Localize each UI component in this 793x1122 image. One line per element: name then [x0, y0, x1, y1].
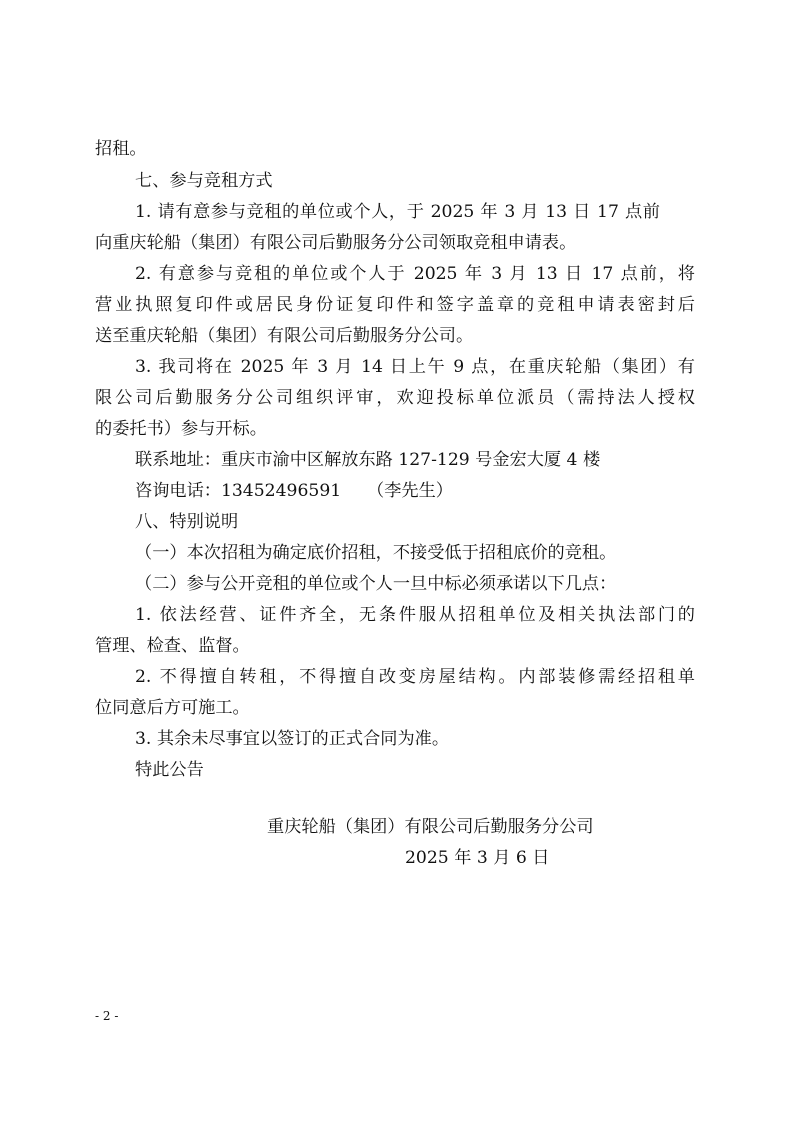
commitment-1-line-2: 管理、检查、监督。	[95, 636, 250, 656]
commitment-3: 3. 其余未尽事宜以签订的正式合同为准。	[135, 729, 450, 749]
clause-7-3-line-3: 的委托书）参与开标。	[95, 419, 267, 439]
commitment-2-line-2: 位同意后方可施工。	[95, 698, 250, 718]
section-heading-7: 七、参与竞租方式	[135, 171, 273, 191]
clause-7-1-line-2: 向重庆轮船（集团）有限公司后勤服务分公司领取竞租申请表。	[95, 233, 577, 253]
text-line-continuation: 招租。	[95, 139, 147, 159]
page-number: - 2 -	[95, 1009, 119, 1023]
clause-7-2-line-1: 2. 有意参与竞租的单位或个人于 2025 年 3 月 13 日 17 点前，将	[135, 264, 695, 284]
closing-notice: 特此公告	[135, 760, 204, 780]
clause-7-3-line-2: 限公司后勤服务分公司组织评审，欢迎投标单位派员（需持法人授权	[95, 388, 695, 408]
special-note-2: （二）参与公开竞租的单位或个人一旦中标必须承诺以下几点：	[135, 574, 617, 594]
signature-date: 2025 年 3 月 6 日	[405, 848, 550, 868]
clause-7-2-line-2: 营业执照复印件或居民身份证复印件和签字盖章的竞租申请表密封后	[95, 295, 695, 315]
special-note-1: （一）本次招租为确定底价招租，不接受低于招租底价的竞租。	[135, 543, 617, 563]
clause-7-2-line-3: 送至重庆轮船（集团）有限公司后勤服务分公司。	[95, 326, 474, 346]
signature-company: 重庆轮船（集团）有限公司后勤服务分公司	[267, 817, 594, 837]
clause-7-1-line-1: 1. 请有意参与竞租的单位或个人，于 2025 年 3 月 13 日 17 点前	[135, 202, 660, 222]
contact-phone: 咨询电话：13452496591 （李先生）	[135, 481, 453, 501]
commitment-1-line-1: 1. 依法经营、证件齐全，无条件服从招租单位及相关执法部门的	[135, 605, 695, 625]
commitment-2-line-1: 2. 不得擅自转租，不得擅自改变房屋结构。内部装修需经招租单	[135, 667, 695, 687]
contact-address: 联系地址：重庆市渝中区解放东路 127-129 号金宏大厦 4 楼	[135, 450, 601, 470]
clause-7-3-line-1: 3. 我司将在 2025 年 3 月 14 日上午 9 点，在重庆轮船（集团）有	[135, 357, 695, 377]
section-heading-8: 八、特别说明	[135, 512, 239, 532]
